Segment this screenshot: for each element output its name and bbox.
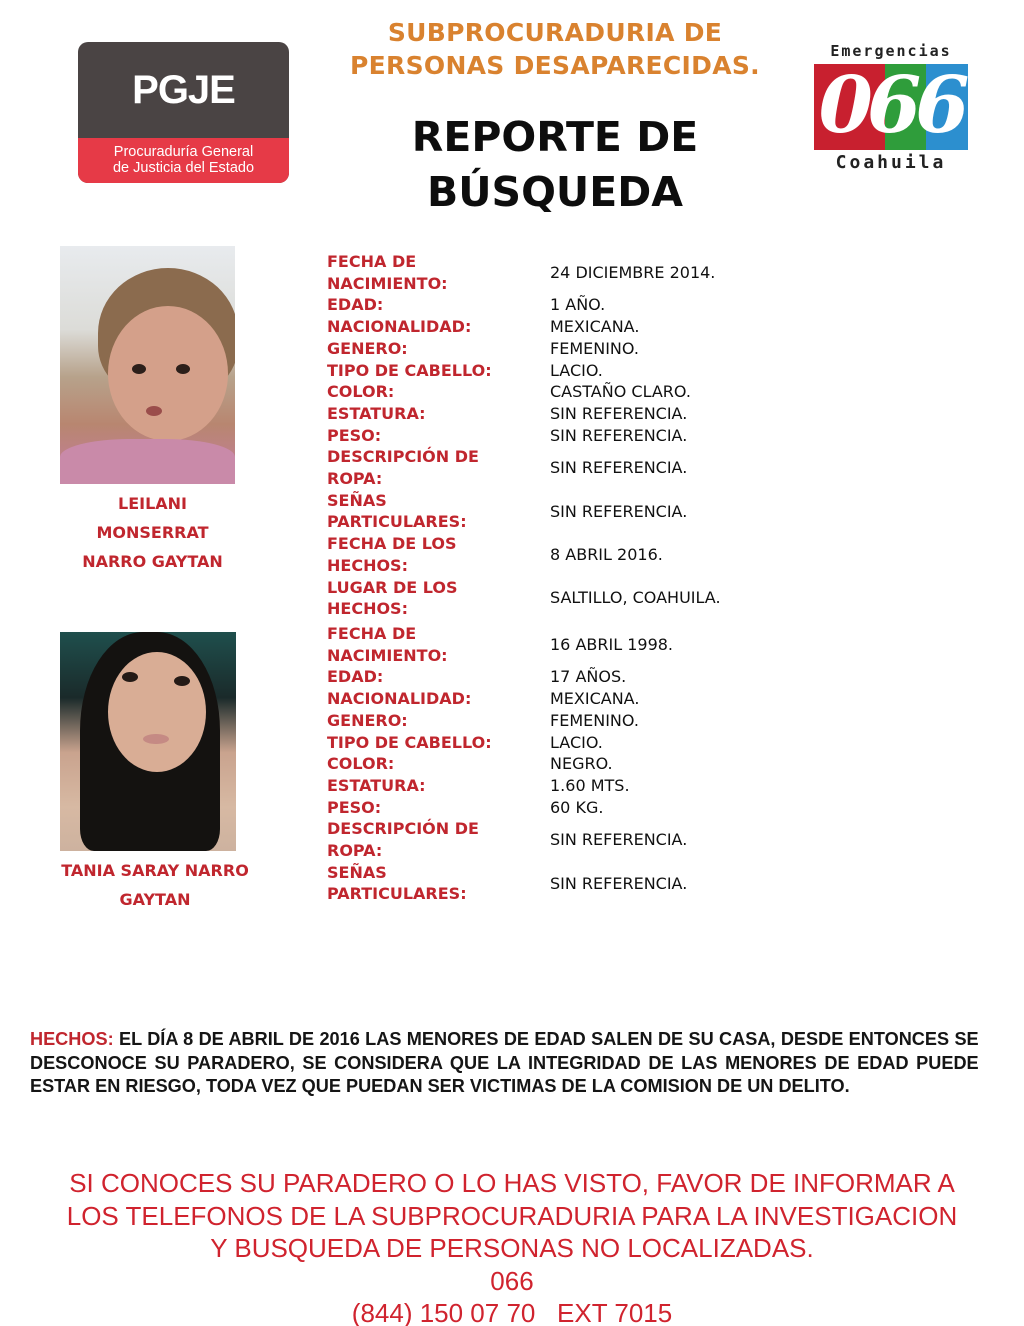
label-line: DESCRIPCIÓN DE [327,819,479,839]
person-name-line: NARRO GAYTAN [82,552,223,571]
field-nacionalidad [327,316,787,338]
field-label: TIPO DE CABELLO: [327,360,492,380]
facts-text: EL DÍA 8 DE ABRIL DE 2016 LAS MENORES DE EDAD SALEN DE SU CASA, DESDE ENTONCES SE DESCONOCE SU PARADERO, SE CONSIDERA QUE LA INTEGRIDAD DE LAS MENORES DE EDAD PUEDE ESTAR EN RIESGO, TODA VEZ QUE PUEDAN SER VICTIMAS DE LA COMISION DE UN DELITO. [30,1028,979,1096]
field-value: 16 ABRIL 1998. [550,634,674,654]
call-to-action [0,1167,1024,1326]
photo-coat [60,439,235,484]
field-value: 24 DICIEMBRE 2014. [550,262,716,282]
person-name-line: GAYTAN [119,890,191,909]
photo-eye [174,676,190,686]
emergencias-066-logo [814,42,968,186]
field-descripcion-ropa [327,446,787,489]
photo-eye [122,672,138,682]
field-value: LACIO. [550,732,603,752]
field-value: FEMENINO. [550,710,639,730]
field-fecha-nacimiento [327,623,787,666]
pgje-logo [78,42,289,183]
label-line: SEÑAS [327,862,387,882]
field-descripcion-ropa [327,818,787,861]
emergency-logo-top: Emergencias [830,42,952,60]
field-label [327,818,550,861]
person-name-line: MONSERRAT [96,523,209,542]
field-label [327,490,550,533]
pgje-acronym: PGJE [132,67,235,112]
field-estatura [327,775,787,797]
field-nacionalidad [327,688,787,710]
emergency-number: 066 [490,1265,534,1296]
field-value: LACIO. [550,360,603,380]
field-label [327,533,550,576]
label-line: PARTICULARES: [327,512,467,532]
label-line: FECHA DE LOS [327,534,457,554]
field-label: COLOR: [327,754,395,774]
field-label: ESTATURA: [327,403,426,423]
field-value: CASTAÑO CLARO. [550,382,691,402]
field-value: MEXICANA. [550,689,640,709]
label-line: FECHA DE [327,252,417,271]
phone-number: (844) 150 07 70 EXT 7015 [351,1298,673,1326]
label-line: ROPA: [327,469,383,489]
field-color [327,753,787,775]
field-label [327,251,550,294]
emergency-logo-number: 066 [818,59,964,151]
photo-face [108,652,206,772]
field-value: 1.60 MTS. [550,775,630,795]
label-line: FECHA DE [327,624,417,643]
cta-line2: LOS TELEFONOS DE LA SUBPROCURADURIA PARA LA INVESTIGACION [66,1200,958,1231]
field-value: SIN REFERENCIA. [550,458,688,478]
label-line: LUGAR DE LOS [327,577,458,597]
field-tipo-cabello [327,360,787,382]
photo-mouth [143,734,169,744]
person-2-name [40,856,270,914]
field-label [327,446,550,489]
field-label: EDAD: [327,667,384,687]
field-value: 60 KG. [550,797,604,817]
facts-label: HECHOS: [30,1028,114,1049]
label-line: ROPA: [327,841,383,861]
photo-mouth [146,406,162,416]
missing-person-photo-1 [60,246,235,484]
label-line: DESCRIPCIÓN DE [327,447,479,467]
field-genero [327,338,787,360]
field-label: ESTATURA: [327,775,426,795]
field-genero [327,710,787,732]
person-1-details [327,251,787,620]
field-estatura [327,403,787,425]
field-peso [327,797,787,819]
field-edad [327,666,787,688]
person-2-details [327,623,787,905]
title-line1: REPORTE DE [411,113,699,161]
field-label: PESO: [327,425,382,445]
label-line: NACIMIENTO: [327,645,448,665]
field-fecha-hechos [327,533,787,576]
photo-eye [176,364,190,374]
photo-eye [132,364,146,374]
field-label: EDAD: [327,295,384,315]
cta-line3: Y BUSQUEDA DE PERSONAS NO LOCALIZADAS. [210,1233,814,1263]
field-value: FEMENINO. [550,338,639,358]
field-label: GENERO: [327,338,408,358]
missing-person-photo-2 [60,632,236,851]
field-value: MEXICANA. [550,317,640,337]
field-label: TIPO DE CABELLO: [327,732,492,752]
subtitle-line1: SUBPROCURADURIA DE [387,18,723,47]
field-label [327,577,550,620]
field-value: SIN REFERENCIA. [550,830,688,850]
page-title [340,110,770,220]
title-line2: BÚSQUEDA [427,168,683,216]
field-color [327,381,787,403]
field-value: 1 AÑO. [550,295,606,315]
field-label: GENERO: [327,710,408,730]
facts-paragraph [30,1027,979,1098]
person-name-line: TANIA SARAY NARRO [61,861,249,880]
field-value: SIN REFERENCIA. [550,403,688,423]
field-value: SIN REFERENCIA. [550,425,688,445]
person-1-name [50,489,255,576]
subtitle-line2: PERSONAS DESAPARECIDAS. [350,51,760,80]
field-label [327,623,550,666]
agency-subtitle [320,16,790,82]
field-tipo-cabello [327,732,787,754]
emergency-logo-bottom: Coahuila [835,152,947,173]
field-label: NACIONALIDAD: [327,689,472,709]
field-value: SIN REFERENCIA. [550,873,688,893]
label-line: HECHOS: [327,599,408,619]
field-senas-particulares [327,490,787,533]
photo-face [108,306,228,441]
field-label: NACIONALIDAD: [327,317,472,337]
field-edad [327,294,787,316]
field-label [327,862,550,905]
pgje-full-name [78,138,289,183]
label-line: HECHOS: [327,555,408,575]
field-value: NEGRO. [550,754,613,774]
pgje-name-line1: Procuraduría General [113,144,254,160]
field-lugar-hechos [327,577,787,620]
field-senas-particulares [327,862,787,905]
field-fecha-nacimiento [327,251,787,294]
field-label: PESO: [327,797,382,817]
field-value: 8 ABRIL 2016. [550,544,663,564]
field-label: COLOR: [327,382,395,402]
label-line: NACIMIENTO: [327,273,448,293]
cta-line1: SI CONOCES SU PARADERO O LO HAS VISTO, FAVOR DE INFORMAR A [69,1168,955,1198]
pgje-name-line2: de Justicia del Estado [112,160,255,176]
label-line: SEÑAS [327,490,387,510]
person-name-line: LEILANI [118,494,187,513]
field-peso [327,425,787,447]
label-line: PARTICULARES: [327,884,467,904]
field-value: 17 AÑOS. [550,667,627,687]
field-value: SIN REFERENCIA. [550,501,688,521]
field-value: SALTILLO, COAHUILA. [550,588,721,608]
